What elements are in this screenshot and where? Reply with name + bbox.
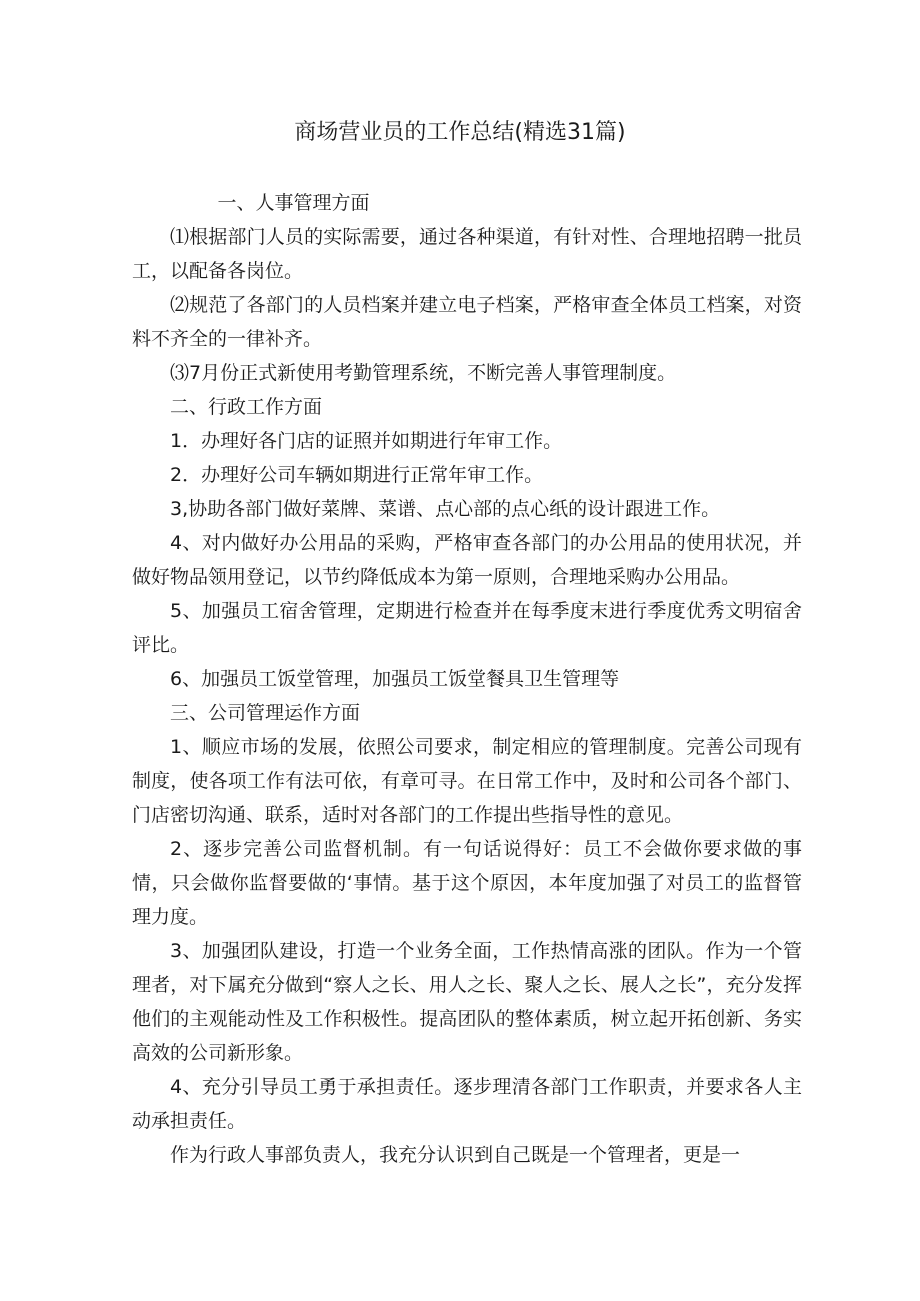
paragraph: 2、逐步完善公司监督机制。有一句话说得好：员工不会做你要求做的事情，只会做你监督要做的‘事情。基于这个原因，本年度加强了对员工的监督管理力度。 [132, 838, 802, 928]
section-heading-operations: 三、公司管理运作方面 [170, 702, 361, 724]
section-heading-personnel: 一、人事管理方面 [217, 192, 370, 214]
paragraph: ⑵规范了各部门的人员档案并建立电子档案，严格审查全体员工档案，对资料不齐全的一律补齐。 [132, 294, 802, 350]
section-heading-administration: 二、行政工作方面 [170, 396, 323, 418]
paragraph: 6、加强员工饭堂管理，加强员工饭堂餐具卫生管理等 [170, 668, 620, 690]
document-title: 商场营业员的工作总结(精选31篇) [294, 120, 626, 145]
paragraph: ⑴根据部门人员的实际需要，通过各种渠道，有针对性、合理地招聘一批员工，以配备各岗位。 [132, 226, 802, 282]
paragraph: 4、对内做好办公用品的采购，严格审查各部门的办公用品的使用状况，并做好物品领用登记，以节约降低成本为第一原则，合理地采购办公用品。 [132, 532, 802, 588]
paragraph: 3,协助各部门做好菜牌、菜谱、点心部的点心纸的设计跟进工作。 [170, 498, 721, 520]
paragraph: 1、顺应市场的发展，依照公司要求，制定相应的管理制度。完善公司现有制度，使各项工作有法可依，有章可寻。在日常工作中，及时和公司各个部门、门店密切沟通、联系，适时对各部门的工作提出些指导性的意见。 [132, 736, 802, 826]
paragraph: ⑶7月份正式新使用考勤管理系统，不断完善人事管理制度。 [170, 362, 677, 384]
document-body [132, 186, 802, 1172]
paragraph: 5、加强员工宿舍管理，定期进行检查并在每季度末进行季度优秀文明宿舍评比。 [132, 600, 802, 656]
paragraph: 作为行政人事部负责人，我充分认识到自己既是一个管理者，更是一 [170, 1144, 741, 1166]
paragraph: 1．办理好各门店的证照并如期进行年审工作。 [170, 430, 563, 452]
paragraph: 3、加强团队建设，打造一个业务全面，工作热情高涨的团队。作为一个管理者，对下属充分做到“察人之长、用人之长、聚人之长、展人之长”，充分发挥他们的主观能动性及工作积极性。提高团队的整体素质，树立起开拓创新、务实高效的公司新形象。 [132, 940, 802, 1064]
paragraph: 4、充分引导员工勇于承担责任。逐步理清各部门工作职责，并要求各人主动承担责任。 [132, 1076, 802, 1132]
paragraph: 2．办理好公司车辆如期进行正常年审工作。 [170, 464, 544, 486]
